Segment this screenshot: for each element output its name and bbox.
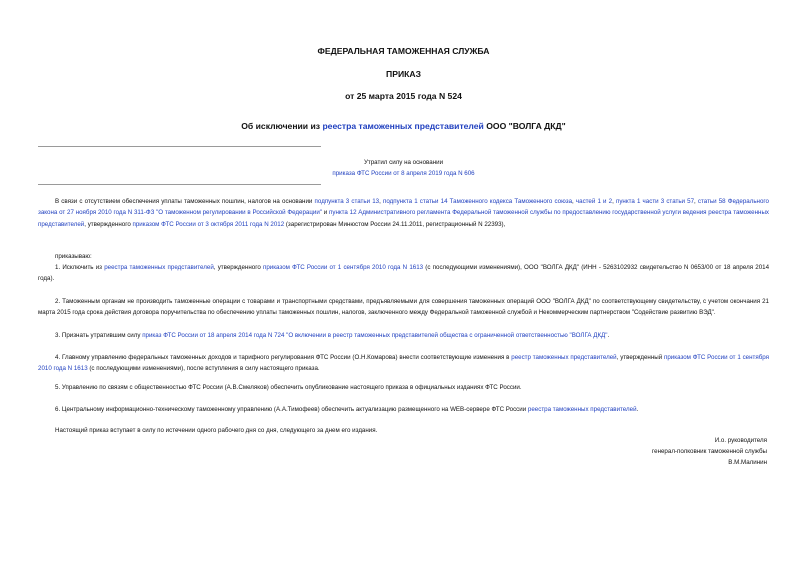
bottom-divider — [38, 184, 321, 185]
preamble-link-5[interactable]: статьи 58 Федерального закона от 27 ноября 2010 года N 311-ФЗ "О таможенном регулировании в Российской Федерации" — [38, 198, 769, 217]
preamble-text-1: В связи с отсутствием обеспечения уплаты таможенных пошлин, налогов на основании — [55, 198, 315, 205]
item-6 — [38, 404, 769, 415]
title-registry-link[interactable]: реестра таможенных представителей — [322, 121, 484, 131]
document-title — [0, 121, 807, 131]
item-3 — [38, 330, 769, 341]
signature-rank: генерал-полковник таможенной службы — [652, 448, 767, 456]
item-4-text-1: 4. Главному управлению федеральных таможенных доходов и тарифного регулирования ФТС России (О.Н.Комарова) внести соответствующие изменения в — [55, 354, 512, 361]
preamble-link-1[interactable]: подпункта 3 статьи 13 — [314, 198, 380, 205]
doc-date-number: от 25 марта 2015 года N 524 — [345, 91, 462, 101]
item-4-text-3: (с последующими изменениями), после вступления в силу настоящего приказа. — [87, 365, 320, 373]
signature-title: И.о. руководителя — [714, 437, 767, 444]
doc-type-heading: ПРИКАЗ — [386, 69, 421, 79]
preamble-text-4: , — [612, 198, 616, 205]
preamble-link-3[interactable]: частей 1 и 2 — [575, 198, 613, 205]
item-4-registry-link[interactable]: реестр таможенных представителей — [511, 354, 617, 361]
item-1-registry-link[interactable]: реестра таможенных представителей — [104, 264, 214, 271]
item-6-text-1: 6. Центральному информационно-техническому таможенному управлению (А.А.Тимофеев) обеспечить актуализацию размещенного на WEB-сервере ФТС России — [55, 406, 528, 413]
item-3-text-1: 3. Признать утратившим силу — [55, 332, 143, 339]
item-6-registry-link[interactable]: реестра таможенных представителей — [527, 406, 637, 413]
preamble-text-3: , — [572, 198, 576, 205]
item-7: Настоящий приказ вступает в силу по истечении одного рабочего дня со дня, следующего за днем его издания. — [55, 427, 378, 434]
status-note-text: Утратил силу на основании — [363, 159, 444, 166]
preamble-link-6[interactable]: пункта 12 Административного регламента Федеральной таможенной службы по предоставлению государственной услуги ведения реестра таможенных представителей — [38, 209, 770, 228]
status-note — [0, 157, 807, 179]
preamble-link-2[interactable]: подпункта 1 статьи 14 Таможенного кодекса Таможенного союза — [382, 198, 573, 205]
preamble-text-7: , утвержденного — [84, 220, 133, 228]
item-1-order-link[interactable]: приказом ФТС России от 1 сентября 2010 года N 1613 — [262, 264, 424, 271]
status-note-link[interactable]: приказа ФТС России от 8 апреля 2019 года N 606 — [332, 170, 475, 177]
signature-name: В.М.Малинин — [728, 459, 767, 467]
preamble-text-6: и — [322, 209, 330, 217]
item-1-text-1: 1. Исключить из — [55, 264, 105, 271]
preamble-link-7[interactable]: приказом ФТС России от 3 октября 2011 года N 2012 — [132, 220, 285, 228]
agency-heading: ФЕДЕРАЛЬНАЯ ТАМОЖЕННАЯ СЛУЖБА — [317, 46, 490, 56]
preamble-link-4[interactable]: пункта 1 части 3 статьи 57 — [615, 198, 695, 205]
item-4-text-2: , утвержденный — [616, 354, 664, 361]
item-1-text-2: , утвержденного — [213, 264, 263, 271]
order-word: приказываю: — [55, 253, 92, 260]
item-1-text-3: (с последующими изменениями), ООО "ВОЛГА ДКД" (ИНН - 5263102932 свидетельство N 0653/00 от 18 апреля 2014 года). — [38, 264, 770, 283]
item-4-order-link[interactable]: приказом ФТС России от 1 сентября 2010 года N 1613 — [38, 354, 769, 373]
preamble-text-5: , — [694, 198, 698, 205]
item-1 — [38, 262, 769, 285]
title-prefix: Об исключении из — [241, 121, 323, 131]
item-5: 5. Управлению по связям с общественностью ФТС России (А.В.Смеляков) обеспечить опубликование настоящего приказа в официальных изданиях ФТС России. — [55, 384, 522, 391]
preamble-text-8: (зарегистрирован Минюстом России 24.11.2011, регистрационный N 22393), — [284, 220, 506, 228]
item-4 — [38, 352, 769, 375]
signature-block — [567, 435, 767, 469]
item-2: 2. Таможенным органам не производить таможенные операции с товарами и транспортными средствами, предъявляемыми для совершения таможенных операций ООО "ВОЛГА ДКД" по соответствующему свидетельству, с учетом окончания 21 марта 2015 года срока действия договора поручительства по обеспечению уплаты таможенных пошлин, налогов, заключенного между Федеральной таможенной службой и Некоммерческим партнерством "Содействие развитию ВЭД". — [38, 298, 769, 317]
title-suffix: ООО "ВОЛГА ДКД" — [483, 121, 566, 131]
item-3-text-2: . — [607, 332, 610, 339]
item-6-text-2: . — [636, 406, 639, 413]
preamble-paragraph — [38, 196, 769, 230]
item-3-order-link[interactable]: приказ ФТС России от 18 апреля 2014 года N 724 "О включении в реестр таможенных представителей общества с ограниченной ответственностью "ВОЛГА ДКД" — [142, 332, 608, 339]
preamble-text-2: , — [379, 198, 383, 205]
top-divider — [38, 146, 321, 147]
